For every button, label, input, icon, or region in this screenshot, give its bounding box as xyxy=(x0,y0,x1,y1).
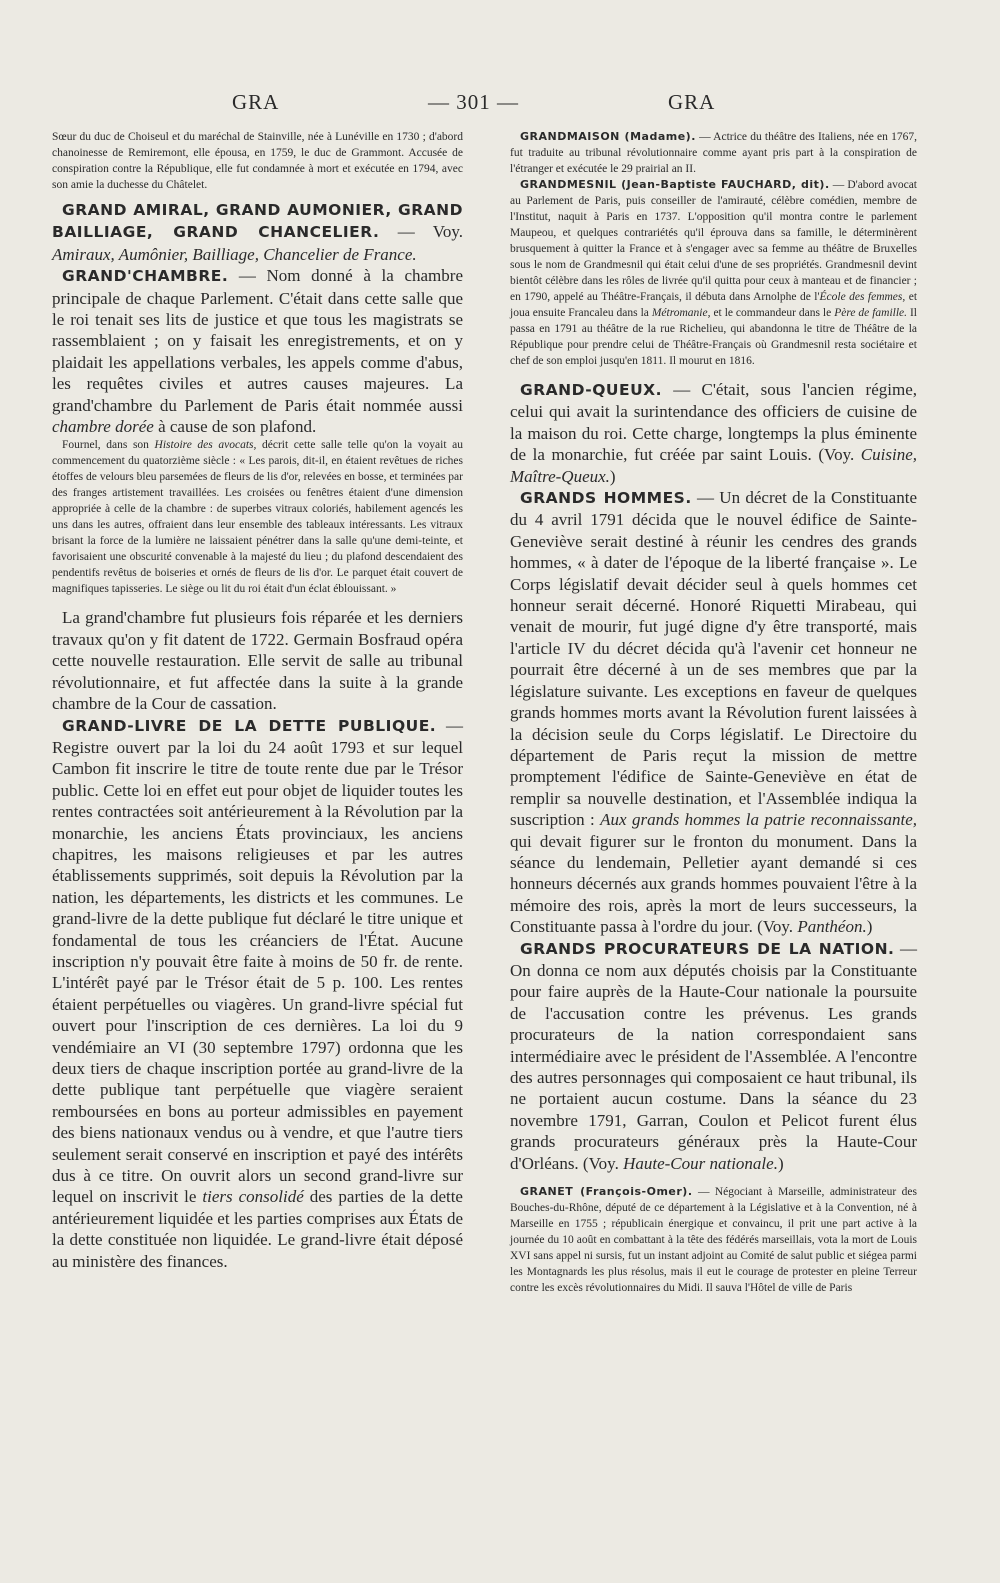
running-header xyxy=(0,90,1000,124)
entry-text: — On donna ce nom aux députés choisis par la Constituante pour faire auprès de la Haute-Cour nationale la poursuite de l'accusation contre les prévenus. Les grands procurateurs de la nation correspondaient sans intermédiaire avec le président de l'Assemblée. A l'encontre des autres personnages qui composaient ce haut tribunal, ils ne portaient aucun costume. Dans la séance du 23 novembre 1791, Garran, Coulon et Pelicot furent élus grands procurateurs généraux près la Haute-Cour d'Orléans. (Voy. xyxy=(510,938,918,1173)
entry-text: — Voy. xyxy=(379,222,463,242)
entry-text: à cause de son plafond. xyxy=(153,417,317,437)
entry-grand-livre xyxy=(52,715,463,1273)
entry-heading: GRANDMAISON (Madame). xyxy=(520,130,696,143)
right-column xyxy=(510,129,917,1296)
entry-text: des parties de la dette antérieurement liquidée et les parties comprises aux États de la dette constituée non liquidée. Le grand-livre était déposé au ministère des finances. xyxy=(52,1187,463,1271)
entry-reference: Haute-Cour nationale. xyxy=(623,1153,778,1173)
entry-grand-chambre xyxy=(52,265,463,437)
entry-text: Il passa en 1791 au théâtre de la rue Richelieu, qui abandonna le titre de Théâtre de la République pour prendre celui de Théâtre-Français où Grandmesnil resta sociétaire et chef de son emploi jusqu'en 1811. Il mourut en 1816. xyxy=(510,307,918,367)
entry-continuation xyxy=(52,129,463,193)
entry-italic: chambre dorée xyxy=(52,417,154,437)
entry-heading: GRANDS PROCURATEURS DE LA NATION. xyxy=(520,939,895,958)
page-number: — 301 — xyxy=(428,90,519,114)
entry-text: — Nom donné à la chambre principale de chaque Parlement. C'était dans cette salle que le roi tenait ses lits de justice et que tous les magistrats se rassemblaient ; on y faisait les enregistrements, et on y plaidait les appellations verbales, les appels comme d'abus, les requêtes civiles et autres causes majeures. La grand'chambre du Parlement de Paris était nommée aussi xyxy=(52,266,463,415)
entry-italic: Métromanie, xyxy=(651,307,711,319)
entry-italic: Père de famille. xyxy=(834,307,908,319)
entry-text: ) xyxy=(866,917,873,937)
entry-text: — D'abord avocat au Parlement de Paris, puis conseiller de l'amirauté, célèbre comédien, membre de l'Institut, naquit à Paris en 1737. L'opposition qu'il montra contre le parlement Maupeou, et quelques contrariétés qu'il éprouva dans sa famille, le déterminèrent brusquement à quitter la France et à s'engager avec sa femme au théâtre de Bruxelles sous le nom de Grandmesnil qui était celui d'une de ses propriétés. Grandmesnil devint bientôt célèbre dans les rôles de livrée qu'il quitta pour ceux à manteau et de financier ; en 1790, appelé au Théâtre-Français, il débuta dans Arnolphe de l' xyxy=(510,179,917,303)
header-right-word: GRA xyxy=(668,90,716,114)
entry-reference: Cuisine, Maître-Queux. xyxy=(510,445,917,486)
entry-text: qui devait figurer sur le fronton du monument. Dans la séance du lendemain, Pelletier ayant demandé si ces honneurs décernés aux grands hommes pouvaient l'être à la mémoire des rois, après la mort de leurs successeurs, la Constituante passa à l'ordre du jour. (Voy. xyxy=(510,831,917,937)
entry-quote xyxy=(52,437,463,597)
entry-text: et le commandeur dans le xyxy=(710,307,835,319)
entry-text: Fournel, dans son xyxy=(62,439,155,452)
entry-grand-amiral xyxy=(52,199,463,265)
entry-grand-queux xyxy=(510,379,917,487)
entry-heading: GRAND AMIRAL, GRAND AUMONIER, GRAND BAILLIAGE, GRAND CHANCELIER. xyxy=(52,201,463,242)
entry-grands-hommes xyxy=(510,487,917,938)
entry-text: La grand'chambre fut plusieurs fois réparée et les derniers travaux qu'on y fit datent de 1722. Germain Bosfraud opéra cette nouvelle restauration. Elle servit de salle au tribunal révolutionnaire, et fut affectée dans la suite à la grande chambre de la Cour de cassation. xyxy=(52,608,463,714)
header-left-word: GRA xyxy=(232,90,280,114)
entry-italic: tiers consolidé xyxy=(202,1187,304,1207)
entry-text: — Actrice du théâtre des Italiens, née en 1767, fut traduite au tribunal révolutionnaire comme ayant pris part à la conspiration de l'étranger et exécutée le 29 prairial an II. xyxy=(510,131,917,175)
entry-granet xyxy=(510,1184,917,1296)
entry-heading: GRANET (François-Omer). xyxy=(520,1185,693,1199)
entry-heading: GRAND-QUEUX. xyxy=(520,381,662,399)
entry-grandmesnil xyxy=(510,177,917,369)
entry-grandmaison xyxy=(510,129,917,177)
entry-heading: GRAND-LIVRE DE LA DETTE PUBLIQUE. xyxy=(62,716,437,735)
entry-text: et joua ensuite Francaleu dans la xyxy=(510,291,918,319)
entry-text: Sœur du duc de Choiseul et du maréchal de Stainville, née à Lunéville en 1730 ; d'abord chanoinesse de Remiremont, elle épousa, en 1759, le duc de Grammont. Accusée de conspiration contre la République, elle fut condamnée à mort et exécutée en 1794, avec son amie la duchesse du Châtelet. xyxy=(52,131,463,191)
entry-heading: GRANDMESNIL (Jean-Baptiste FAUCHARD, dit). xyxy=(520,178,830,191)
entry-paragraph xyxy=(52,607,463,714)
entry-italic: Histoire des avocats, xyxy=(154,439,257,452)
entry-text: — Registre ouvert par la loi du 24 août 1793 et sur lequel Cambon fit inscrire le titre de toute rente due par le Trésor public. Cette loi en effet eut pour objet de liquider toutes les rentes contractées soit antérieurement à la Révolution par la monarchie, les anciens États provinciaux, les anciens chapitres, les maisons religieuses et par les autres établissements supprimés, soit depuis la Révolution par la nation, les départements, les districts et les communes. Le grand-livre de la dette publique fut déclaré le titre unique et fondamental de tous les créanciers de l'État. Aucune inscription n'y pouvait être faite à moins de 50 fr. de rente. L'intérêt payé par le Trésor était de 5 p. 100. Les rentes étaient perpétuelles ou viagères. Un grand-livre spécial fut ouvert pour l'inscription de ces dernières. La loi du 9 vendémiaire an VI (30 septembre 1797) ordonna que les deux tiers de chaque inscription portée au grand-livre de la dette publique tant perpétuelle que viagère seraient remboursées en bons au porteur admissibles en payement des biens nationaux vendus ou à vendre, et que l'autre tiers seulement serait conservé en inscription et payé des intérêts dus à ce titre. On ouvrit alors un second grand-livre sur lequel on inscrivit le xyxy=(52,715,464,1207)
entry-text: — C'était, sous l'ancien régime, celui qui avait la surintendance des officiers de cuisine de la maison du roi. Cette charge, longtemps la plus éminente de la monarchie, fut créée par saint Louis. (Voy. xyxy=(510,380,917,465)
left-column xyxy=(52,129,463,1272)
entry-italic: École des femmes, xyxy=(819,291,906,303)
entry-reference: Panthéon. xyxy=(797,917,867,937)
entry-heading: GRAND'CHAMBRE. xyxy=(62,267,229,286)
entry-text: — Négociant à Marseille, administrateur des Bouches-du-Rhône, député de ce département à la Législative et à la Convention, né à Marseille en 1755 ; républicain énergique et convaincu, il prit une part active à la journée du 10 août en combattant à la tête des fédérés marseillais, vota la mort de Louis XVI sans appel ni sursis, fut un instant adjoint au Comité de salut public et siégea parmi les Montagnards les plus résolus, mais il eut le courage de protester en pleine Terreur contre les excès révolutionnaires du Midi. Il sauva l'Hôtel de ville de Paris xyxy=(510,1186,918,1295)
entry-heading: GRANDS HOMMES. xyxy=(520,489,692,508)
entry-text: ) xyxy=(777,1153,784,1173)
entry-reference: Amiraux, Aumônier, Bailliage, Chancelier de France. xyxy=(52,244,417,264)
entry-grands-procurateurs xyxy=(510,938,917,1174)
entry-text: ) xyxy=(609,466,616,486)
entry-text: décrit cette salle telle qu'on la voyait au commencement du quatorzième siècle : « Les parois, dit-il, en étaient revêtues de riches étoffes de velours bleu parsemées de fleurs de lis d'or, relevées en bosse, et terminées par des franges artistement travaillées. Les croisées ou fenêtres étaient d'une dimension appropriée à celle de la chambre : de superbes vitraux coloriés, habilement agencés les uns dans les autres, offraient dans leur ensemble des tableaux intéressants. Les vitraux brisant la force de la lumière ne laissaient pénétrer dans la salle qu'une demi-teinte, et favorisaient une obscurité convenable à la majesté du lieu ; du plafond descendaient des pendentifs revêtus de boiseries et ornés de fleurs de lis d'or. Le parquet était couvert de magnifiques tapisseries. Le siège ou lit du roi était d'un éclat éblouissant. » xyxy=(52,439,463,596)
entry-italic: Aux grands hommes la patrie reconnaissante, xyxy=(600,810,917,830)
entry-text: — Un décret de la Constituante du 4 avril 1791 décida que le nouvel édifice de Sainte-Geneviève serait destiné à réunir les cendres des grands hommes, « à dater de l'époque de la liberté française ». Le Corps législatif devait décider seul à quels hommes cet honneur serait décerné. Honoré Riquetti Mirabeau, qui venait de mourir, fut jugé digne d'y être transporté, mais l'article IV du décret décida qu'à l'avenir cet honneur ne pourrait être décerné à un de ses membres que par la législature suivante. Les exceptions en faveur de quelques grands hommes morts avant la Révolution furent laissées à la décision seule du Corps législatif. Le Directoire du département de Paris reçut la mission de mettre promptement l'édifice de Sainte-Geneviève en état de remplir sa nouvelle destination, et l'Assemblée indiqua la suscription : xyxy=(510,488,917,830)
